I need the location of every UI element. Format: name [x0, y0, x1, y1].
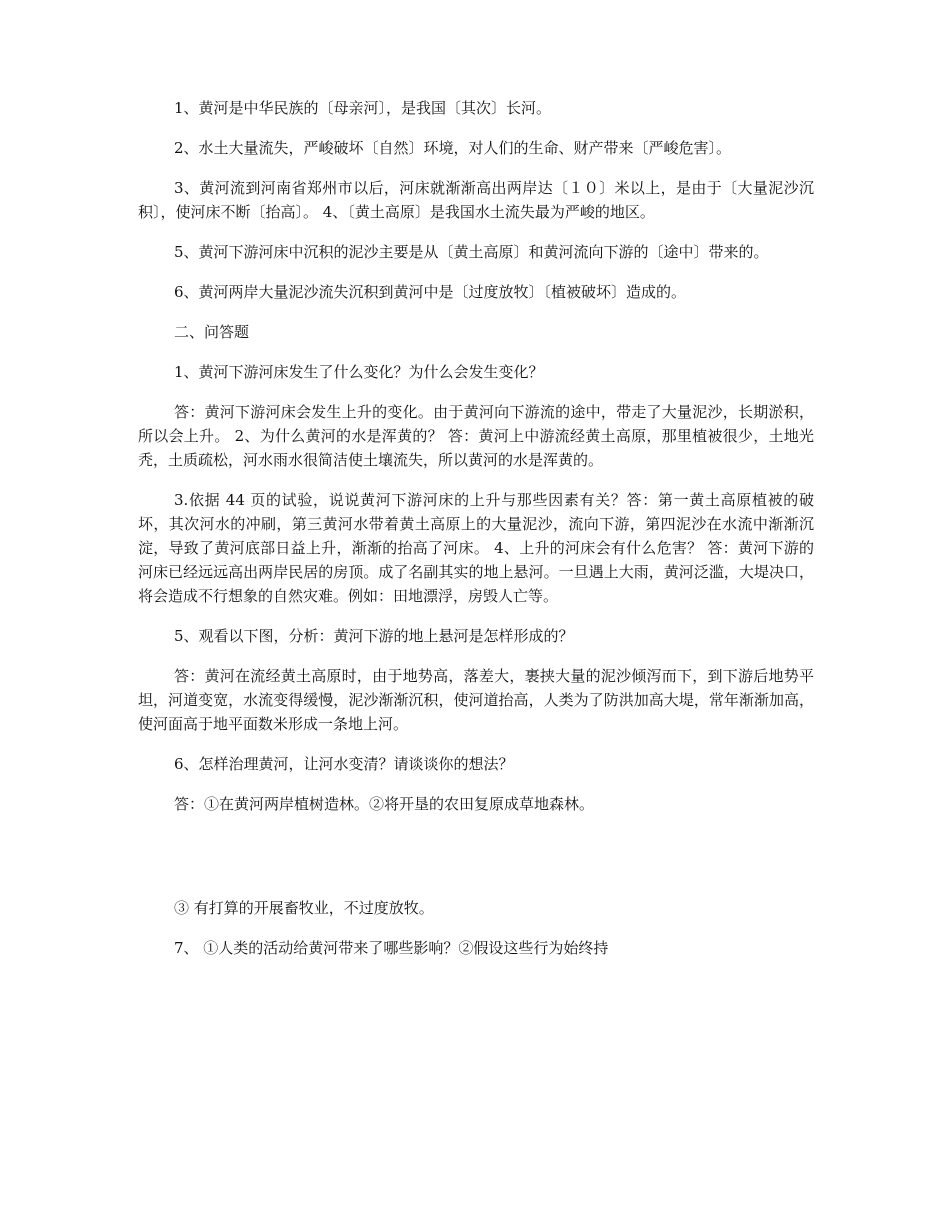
document-page: [138, 96, 814, 976]
fill-blank-item-1: 1、黄河是中华民族的〔母亲河〕，是我国〔其次〕长河。: [174, 99, 552, 117]
question-5: 5、观看以下图，分析：黄河下游的地上悬河是怎样形成的？: [174, 627, 574, 645]
answer-6-part-1: 答：①在黄河两岸植树造林。②将开垦的农田复原成草地森林。: [174, 795, 595, 813]
answer-1-question-2: 答：黄河下游河床会发生上升的变化。由于黄河向下游流的途中，带走了大量泥沙，长期淤积，所以会上升。 2、为什么黄河的水是浑黄的？ 答：黄河上中游流经黄土高原，那里植被很少，土地光秃，土质疏松，河水雨水很简洁使土壤流失，所以黄河的水是浑黄的。: [138, 403, 814, 469]
question-1: 1、黄河下游河床发生了什么变化？为什么会发生变化？: [174, 363, 544, 381]
question-3-4-answers: 3.依据 44 页的试验，说说黄河下游河床的上升与那些因素有关？答：第一黄土高原植被的破坏，其次河水的冲刷，第三黄河水带着黄土高原上的大量泥沙，流向下游，第四泥沙在水流中渐渐沉淀，导致了黄河底部日益上升，渐渐的抬高了河床。 4、上升的河床会有什么危害？ 答：黄河下游的河床已经远远高出两岸民居的房顶。成了名副其实的地上悬河。一旦遇上大雨，黄河泛滥，大堤决口，将会造成不行想象的自然灾难。例如：田地漂浮，房毁人亡等。: [138, 491, 814, 605]
fill-blank-item-5: 5、黄河下游河床中沉积的泥沙主要是从〔黄土高原〕和黄河流向下游的〔途中〕带来的。: [174, 243, 769, 261]
fill-blank-item-3-4: 3、黄河流到河南省郑州市以后，河床就渐渐高出两岸达〔１０〕米以上，是由于〔大量泥沙沉积〕，使河床不断〔抬高〕。 4、〔黄土高原〕是我国水土流失最为严峻的地区。: [138, 179, 814, 221]
fill-blank-item-6: 6、黄河两岸大量泥沙流失沉积到黄河中是〔过度放牧〕〔植被破坏〕造成的。: [174, 283, 687, 301]
answer-5: 答：黄河在流经黄土高原时，由于地势高，落差大，裹挟大量的泥沙倾泻而下，到下游后地势平坦，河道变宽，水流变得缓慢，泥沙渐渐沉积，使河道抬高，人类为了防洪加高大堤，常年渐渐加高，使河面高于地平面数米形成一条地上河。: [138, 667, 814, 733]
question-7: 7、 ①人类的活动给黄河带来了哪些影响？②假设这些行为始终持: [174, 939, 609, 957]
question-6: 6、怎样治理黄河，让河水变清？请谈谈你的想法？: [174, 755, 514, 773]
section-heading-qa: 二、问答题: [174, 323, 250, 341]
answer-6-part-2: ③ 有打算的开展畜牧业，不过度放牧。: [174, 899, 434, 917]
fill-blank-item-2: 2、水土大量流失，严峻破坏〔自然〕环境，对人们的生命、财产带来〔严峻危害〕。: [174, 139, 732, 157]
